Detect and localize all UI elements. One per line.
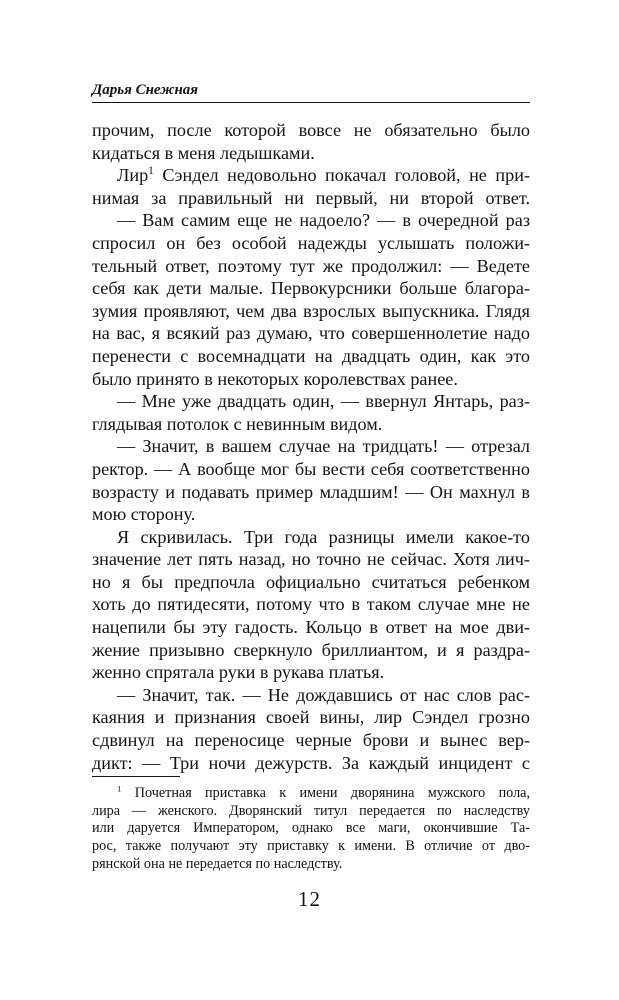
text-line: глядывая потолок с невинным видом. [92,413,383,434]
text-line: спросил он без особой надежды услышать положи- [92,232,530,253]
footnote-line-with-marker [92,785,530,803]
text-line: — Значит, в вашем случае на тридцать! — отрезал [117,436,530,457]
footnote-line: рянской она не передается по наследству. [92,855,343,872]
text-line: каяния и признания своей вины, лир Сэндел грозно [92,707,530,728]
text-line-rest: Сэндел недовольно покачал головой, не при- [162,165,530,186]
text-line: было принято в некоторых королевствах ранее. [92,368,458,389]
text-line-prefix: Лир [117,165,149,186]
body-text [92,119,530,774]
text-line: значение лет пять назад, но точно не сейчас. Хотя лич- [92,549,530,570]
text-line: хоть до пятидесяти, потому что в таком случае мне не [92,594,530,615]
running-head-author: Дарья Снежная [92,82,199,98]
text-line: зумия проявляют, чем два взрослых выпускника. Глядя [92,300,530,321]
footnote-reference: 1 [148,165,154,178]
text-line: женно спрятала руки в рукава платья. [92,662,385,683]
text-line: себя как дети малые. Первокурсники больше благора- [92,278,530,299]
text-line: Я скривилась. Три года разницы имели какое-то [117,526,530,547]
text-line: сдвинул на переносице черные брови и вынес вер- [92,730,530,751]
text-line: дикт: — Три ночи дежурств. За каждый инцидент с [92,752,530,773]
footnote-line: рос, также получают эту приставку к имени. В отличие от дво- [92,838,530,855]
footnote-marker: 1 [117,783,122,794]
text-line-with-footnote [92,164,530,187]
text-line: тельный ответ, поэтому тут же продолжил: — Ведете [92,255,530,276]
footnote-line: или даруется Императором, однако все маги, окончившие Та- [92,820,530,837]
text-line: ректор. — А вообще мог бы вести себя соответственно [92,458,530,479]
text-line: жение призывно сверкнуло бриллиантом, и я раздра- [92,639,530,660]
text-line: на вас, я всякий раз думаю, что совершеннолетие надо [92,323,530,344]
text-line: — Мне уже двадцать один, — ввернул Янтарь, раз- [117,391,530,412]
header-rule [92,102,530,103]
text-line: нацепили бы эту гадость. Кольцо в ответ на мое дви- [92,617,530,638]
text-line: но я бы предпочла официально считаться ребенком [92,571,530,592]
footnote [92,785,530,873]
footnote-rule [92,776,180,777]
text-line: возрасту и подавать пример младшим! — Он махнул в [92,481,530,502]
footnote-line-text: Почетная приставка к имени дворянина мужского пола, [134,785,530,801]
page-number: 12 [298,887,321,911]
text-line: кидаться в меня ледышками. [92,142,315,163]
footnote-line: лира — женского. Дворянский титул передается по наследству [92,802,530,819]
text-line: нимая за правильный ни первый, ни второй ответ. [92,187,530,208]
text-line: перенести с восемнадцати на двадцать один, как это [92,345,530,366]
text-line: прочим, после которой вовсе не обязательно было [92,120,530,140]
text-line: — Вам самим еще не надоело? — в очередной раз [117,210,530,231]
text-line: — Значит, так. — Не дождавшись от нас слов рас- [117,684,530,705]
text-line: мою сторону. [92,504,196,525]
